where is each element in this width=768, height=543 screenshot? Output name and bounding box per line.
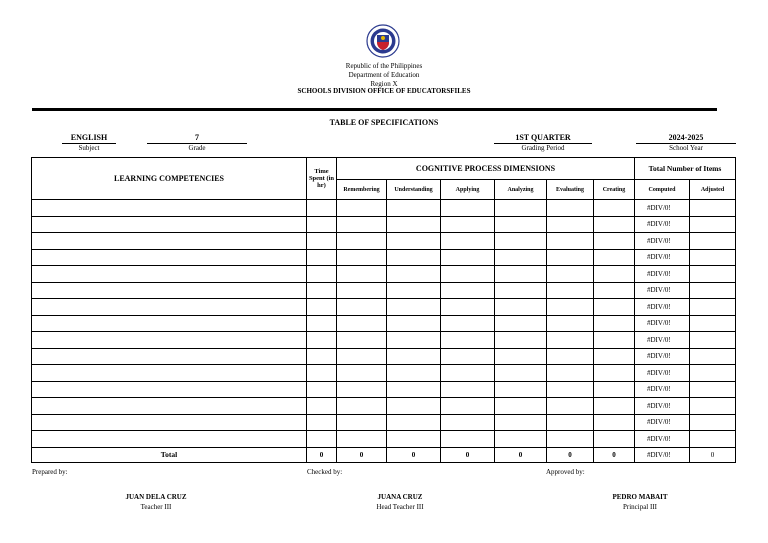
analyzing-cell[interactable] [495, 216, 547, 233]
table-row [32, 332, 736, 349]
creating-cell[interactable] [594, 348, 635, 365]
total-creating: 0 [594, 447, 635, 462]
remembering-cell[interactable] [337, 216, 387, 233]
analyzing-cell[interactable] [495, 315, 547, 332]
time-cell[interactable] [307, 249, 337, 266]
total-evaluating: 0 [547, 447, 594, 462]
total-analyzing: 0 [495, 447, 547, 462]
applying-cell[interactable] [441, 381, 495, 398]
analyzing-cell[interactable] [495, 381, 547, 398]
understanding-cell[interactable] [387, 282, 441, 299]
time-cell[interactable] [307, 365, 337, 382]
school-year-field[interactable] [636, 133, 736, 152]
evaluating-cell[interactable] [547, 249, 594, 266]
competency-cell[interactable] [32, 266, 307, 283]
computed-cell: #DIV/0! [635, 249, 690, 266]
remembering-cell[interactable] [337, 233, 387, 250]
grading-period-field[interactable] [494, 133, 592, 152]
competency-cell[interactable] [32, 315, 307, 332]
prepared-by-caption: Prepared by: [32, 468, 68, 476]
remembering-cell[interactable] [337, 332, 387, 349]
deped-seal-logo [366, 24, 400, 58]
adjusted-cell[interactable] [690, 200, 736, 217]
col-header-understanding: Understanding [387, 180, 441, 200]
computed-cell: #DIV/0! [635, 332, 690, 349]
competency-cell[interactable] [32, 398, 307, 415]
table-row [32, 282, 736, 299]
competency-cell[interactable] [32, 332, 307, 349]
applying-cell[interactable] [441, 282, 495, 299]
competency-cell[interactable] [32, 431, 307, 448]
competency-cell[interactable] [32, 216, 307, 233]
creating-cell[interactable] [594, 332, 635, 349]
computed-cell: #DIV/0! [635, 381, 690, 398]
evaluating-cell[interactable] [547, 414, 594, 431]
time-cell[interactable] [307, 348, 337, 365]
computed-cell: #DIV/0! [635, 282, 690, 299]
col-header-applying: Applying [441, 180, 495, 200]
remembering-cell[interactable] [337, 249, 387, 266]
computed-cell: #DIV/0! [635, 233, 690, 250]
evaluating-cell[interactable] [547, 431, 594, 448]
subject-field[interactable] [62, 133, 116, 152]
time-cell[interactable] [307, 414, 337, 431]
analyzing-cell[interactable] [495, 299, 547, 316]
applying-cell[interactable] [441, 200, 495, 217]
adjusted-cell[interactable] [690, 216, 736, 233]
understanding-cell[interactable] [387, 200, 441, 217]
understanding-cell[interactable] [387, 398, 441, 415]
applying-cell[interactable] [441, 233, 495, 250]
grade-field[interactable] [147, 133, 247, 152]
competency-cell[interactable] [32, 249, 307, 266]
remembering-cell[interactable] [337, 381, 387, 398]
evaluating-cell[interactable] [547, 398, 594, 415]
group-header-cognitive: COGNITIVE PROCESS DIMENSIONS [337, 158, 635, 180]
col-header-time-spent: Time Spent (in hr) [307, 158, 337, 200]
table-row [32, 398, 736, 415]
total-applying: 0 [441, 447, 495, 462]
evaluating-cell[interactable] [547, 266, 594, 283]
school-year-value: 2024-2025 [636, 133, 736, 144]
analyzing-cell[interactable] [495, 348, 547, 365]
time-cell[interactable] [307, 431, 337, 448]
total-remembering: 0 [337, 447, 387, 462]
col-header-remembering: Remembering [337, 180, 387, 200]
grading-period-value: 1ST QUARTER [494, 133, 592, 144]
adjusted-cell[interactable] [690, 282, 736, 299]
analyzing-cell[interactable] [495, 266, 547, 283]
evaluating-cell[interactable] [547, 233, 594, 250]
creating-cell[interactable] [594, 200, 635, 217]
col-header-competencies: LEARNING COMPETENCIES [32, 158, 307, 200]
applying-cell[interactable] [441, 348, 495, 365]
table-row [32, 299, 736, 316]
analyzing-cell[interactable] [495, 414, 547, 431]
adjusted-cell[interactable] [690, 414, 736, 431]
creating-cell[interactable] [594, 365, 635, 382]
subject-value: ENGLISH [62, 133, 116, 144]
col-header-analyzing: Analyzing [495, 180, 547, 200]
checker-role: Head Teacher III [376, 503, 424, 511]
creating-cell[interactable] [594, 233, 635, 250]
grade-label: Grade [188, 144, 206, 152]
applying-cell[interactable] [441, 431, 495, 448]
subject-label: Subject [78, 144, 100, 152]
applying-cell[interactable] [441, 266, 495, 283]
total-computed: #DIV/0! [635, 447, 690, 462]
col-header-computed: Computed [635, 180, 690, 200]
creating-cell[interactable] [594, 381, 635, 398]
time-cell[interactable] [307, 332, 337, 349]
evaluating-cell[interactable] [547, 348, 594, 365]
col-header-creating: Creating [594, 180, 635, 200]
evaluating-cell[interactable] [547, 332, 594, 349]
col-header-adjusted: Adjusted [690, 180, 736, 200]
analyzing-cell[interactable] [495, 431, 547, 448]
adjusted-cell[interactable] [690, 249, 736, 266]
preparer-role: Teacher III [140, 503, 172, 511]
computed-cell: #DIV/0! [635, 398, 690, 415]
remembering-cell[interactable] [337, 348, 387, 365]
preparer-name: JUAN DELA CRUZ [125, 493, 187, 501]
evaluating-cell[interactable] [547, 381, 594, 398]
competency-cell[interactable] [32, 282, 307, 299]
analyzing-cell[interactable] [495, 365, 547, 382]
computed-cell: #DIV/0! [635, 200, 690, 217]
evaluating-cell[interactable] [547, 315, 594, 332]
competency-cell[interactable] [32, 365, 307, 382]
republic-text: Republic of the Philippines [345, 62, 423, 70]
remembering-cell[interactable] [337, 200, 387, 217]
approver-role: Principal III [622, 503, 657, 511]
remembering-cell[interactable] [337, 315, 387, 332]
competency-cell[interactable] [32, 381, 307, 398]
remembering-cell[interactable] [337, 365, 387, 382]
remembering-cell[interactable] [337, 299, 387, 316]
table-row [32, 249, 736, 266]
applying-cell[interactable] [441, 315, 495, 332]
creating-cell[interactable] [594, 282, 635, 299]
adjusted-cell[interactable] [690, 233, 736, 250]
approved-by-caption: Approved by: [546, 468, 585, 476]
competency-cell[interactable] [32, 233, 307, 250]
grade-value: 7 [147, 133, 247, 144]
header-divider [32, 108, 717, 111]
table-row [32, 200, 736, 217]
analyzing-cell[interactable] [495, 282, 547, 299]
remembering-cell[interactable] [337, 431, 387, 448]
computed-cell: #DIV/0! [635, 315, 690, 332]
evaluating-cell[interactable] [547, 216, 594, 233]
col-header-evaluating: Evaluating [547, 180, 594, 200]
table-row [32, 233, 736, 250]
total-adjusted: 0 [690, 447, 736, 462]
understanding-cell[interactable] [387, 365, 441, 382]
total-time: 0 [307, 447, 337, 462]
adjusted-cell[interactable] [690, 299, 736, 316]
applying-cell[interactable] [441, 216, 495, 233]
creating-cell[interactable] [594, 398, 635, 415]
remembering-cell[interactable] [337, 414, 387, 431]
evaluating-cell[interactable] [547, 299, 594, 316]
understanding-cell[interactable] [387, 315, 441, 332]
applying-cell[interactable] [441, 299, 495, 316]
division-text: SCHOOLS DIVISION OFFICE OF EDUCATORSFILES [297, 87, 471, 95]
understanding-cell[interactable] [387, 233, 441, 250]
table-row [32, 216, 736, 233]
time-cell[interactable] [307, 282, 337, 299]
analyzing-cell[interactable] [495, 233, 547, 250]
adjusted-cell[interactable] [690, 266, 736, 283]
understanding-cell[interactable] [387, 299, 441, 316]
understanding-cell[interactable] [387, 216, 441, 233]
evaluating-cell[interactable] [547, 200, 594, 217]
table-row [32, 315, 736, 332]
adjusted-cell[interactable] [690, 348, 736, 365]
understanding-cell[interactable] [387, 431, 441, 448]
adjusted-cell[interactable] [690, 332, 736, 349]
evaluating-cell[interactable] [547, 365, 594, 382]
total-understanding: 0 [387, 447, 441, 462]
understanding-cell[interactable] [387, 332, 441, 349]
time-cell[interactable] [307, 381, 337, 398]
applying-cell[interactable] [441, 332, 495, 349]
creating-cell[interactable] [594, 431, 635, 448]
table-row [32, 414, 736, 431]
understanding-cell[interactable] [387, 414, 441, 431]
applying-cell[interactable] [441, 365, 495, 382]
checker-name: JUANA CRUZ [377, 493, 423, 501]
region-text: Region X [370, 80, 398, 88]
creating-cell[interactable] [594, 299, 635, 316]
computed-cell: #DIV/0! [635, 299, 690, 316]
analyzing-cell[interactable] [495, 398, 547, 415]
table-row [32, 381, 736, 398]
remembering-cell[interactable] [337, 266, 387, 283]
applying-cell[interactable] [441, 414, 495, 431]
computed-cell: #DIV/0! [635, 348, 690, 365]
understanding-cell[interactable] [387, 348, 441, 365]
total-label: Total [32, 447, 307, 462]
time-cell[interactable] [307, 233, 337, 250]
applying-cell[interactable] [441, 398, 495, 415]
remembering-cell[interactable] [337, 282, 387, 299]
table-body [32, 200, 736, 448]
analyzing-cell[interactable] [495, 200, 547, 217]
time-cell[interactable] [307, 266, 337, 283]
creating-cell[interactable] [594, 216, 635, 233]
table-row [32, 431, 736, 448]
understanding-cell[interactable] [387, 249, 441, 266]
adjusted-cell[interactable] [690, 315, 736, 332]
table-row [32, 365, 736, 382]
approver-name: PEDRO MABAIT [612, 493, 668, 501]
remembering-cell[interactable] [337, 398, 387, 415]
computed-cell: #DIV/0! [635, 216, 690, 233]
understanding-cell[interactable] [387, 381, 441, 398]
time-cell[interactable] [307, 216, 337, 233]
understanding-cell[interactable] [387, 266, 441, 283]
analyzing-cell[interactable] [495, 332, 547, 349]
computed-cell: #DIV/0! [635, 266, 690, 283]
adjusted-cell[interactable] [690, 381, 736, 398]
time-cell[interactable] [307, 315, 337, 332]
checked-by-caption: Checked by: [307, 468, 343, 476]
analyzing-cell[interactable] [495, 249, 547, 266]
creating-cell[interactable] [594, 414, 635, 431]
evaluating-cell[interactable] [547, 282, 594, 299]
competency-cell[interactable] [32, 414, 307, 431]
adjusted-cell[interactable] [690, 398, 736, 415]
competency-cell[interactable] [32, 200, 307, 217]
school-year-label: School Year [669, 144, 703, 152]
creating-cell[interactable] [594, 266, 635, 283]
applying-cell[interactable] [441, 249, 495, 266]
specifications-table [31, 157, 736, 463]
grading-period-label: Grading Period [521, 144, 565, 152]
computed-cell: #DIV/0! [635, 431, 690, 448]
group-header-total-items: Total Number of Items [635, 158, 736, 180]
computed-cell: #DIV/0! [635, 414, 690, 431]
time-cell[interactable] [307, 299, 337, 316]
computed-cell: #DIV/0! [635, 365, 690, 382]
creating-cell[interactable] [594, 315, 635, 332]
table-row [32, 348, 736, 365]
total-row [32, 447, 736, 462]
document-title: TABLE OF SPECIFICATIONS [329, 118, 439, 127]
department-text: Department of Education [348, 71, 420, 79]
adjusted-cell[interactable] [690, 431, 736, 448]
competency-cell[interactable] [32, 299, 307, 316]
competency-cell[interactable] [32, 348, 307, 365]
adjusted-cell[interactable] [690, 365, 736, 382]
time-cell[interactable] [307, 398, 337, 415]
time-cell[interactable] [307, 200, 337, 217]
table-row [32, 266, 736, 283]
creating-cell[interactable] [594, 249, 635, 266]
